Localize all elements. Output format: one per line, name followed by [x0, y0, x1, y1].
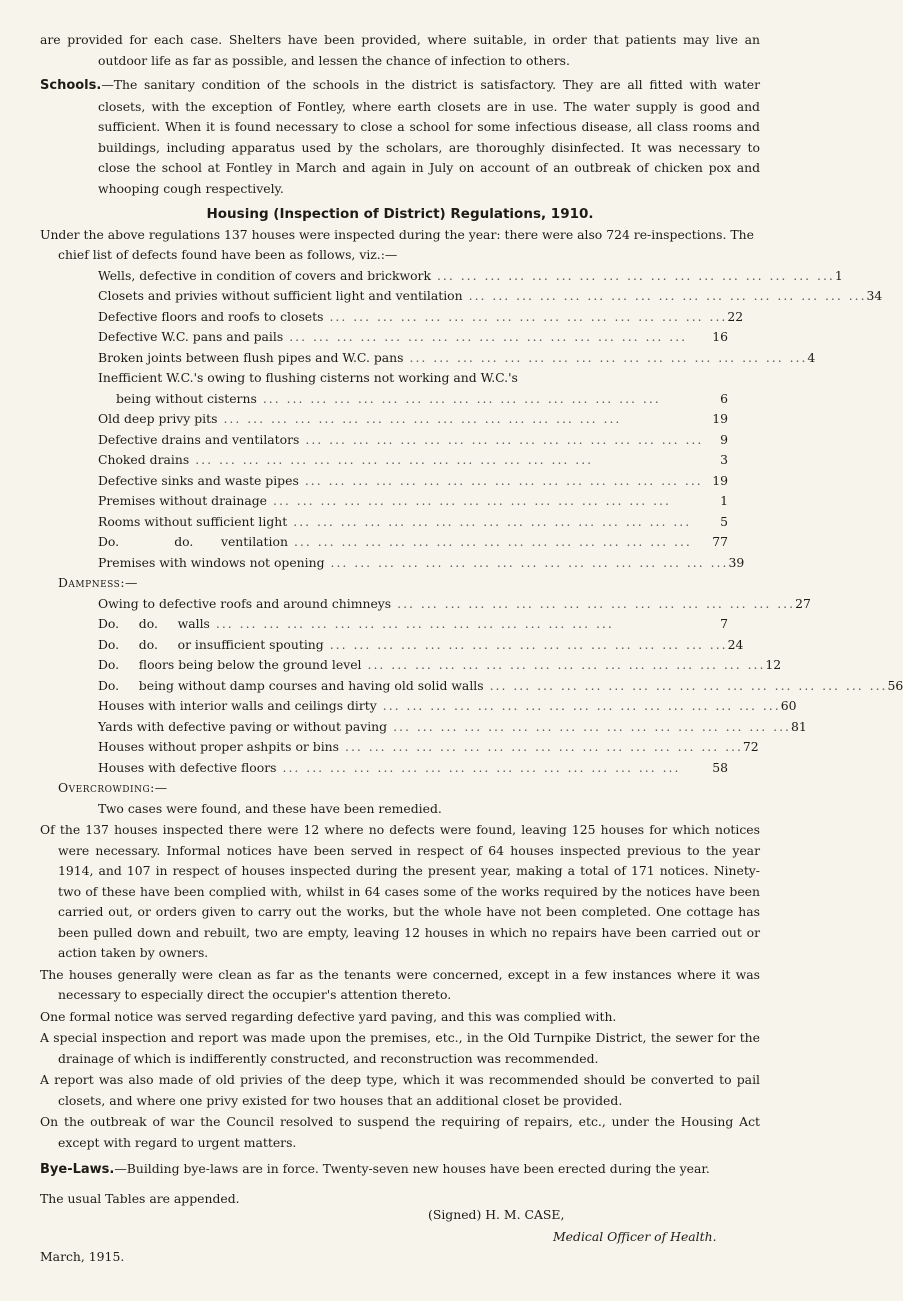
defect-label: Do. do. walls	[98, 616, 210, 631]
defect-label: Old deep privy pits	[98, 411, 218, 426]
leader-dots: ... ... ... ... ... ... ... ... ... ... ... ... ... ... ... ... ...	[367, 657, 766, 672]
defect-label: Houses with interior walls and ceilings dirty	[98, 698, 377, 713]
defect-label: Houses without proper ashpits or bins	[98, 739, 340, 754]
defect-label: Owing to defective roofs and around chimneys	[98, 595, 392, 611]
defect-count: 77	[712, 534, 728, 549]
defect-count: 7	[720, 616, 728, 631]
leader-dots: ... ... ... ... ... ... ... ... ... ... ... ... ... ... ... ... ...	[345, 739, 743, 754]
defects-list	[98, 266, 883, 574]
leader-dots: ... ... ... ... ... ... ... ... ... ... ... ... ... ... ... ... ...	[293, 513, 692, 529]
defect-count: 39	[728, 554, 745, 570]
overcrowding-text: Two cases were found, and these have been remedied.	[98, 800, 442, 816]
tables-note: The usual Tables are appended.	[40, 1190, 240, 1206]
leader-dots: ... ... ... ... ... ... ... ... ... ... ... ... ... ... ... ... ...	[195, 452, 594, 467]
defect-row	[98, 594, 811, 615]
defect-row	[98, 532, 728, 553]
leader-dots: ... ... ... ... ... ... ... ... ... ... ... ... ... ... ... ... ...	[330, 554, 729, 570]
defect-count: 27	[795, 595, 811, 611]
defect-label: Broken joints between flush pipes and W.C. pans	[98, 349, 404, 365]
leader-dots: ... ... ... ... ... ... ... ... ... ... ... ... ... ... ... ... ...	[436, 267, 835, 283]
schools-text: —The sanitary condition of the schools in the district is satisfactory. They are all fitted with water closets, with the exception of Fontley, where earth closets are in use. The water supply is good and sufficient. When it is found necessary to close a school for some infectious disease, all class rooms and buildings, including apparatus used by the scholars, are thoroughly disinfected. It was necessary to close the school at Fontley in March and again in July on account of an outbreak of chicken pox and whooping cough respectively.	[98, 77, 760, 196]
leader-dots: ... ... ... ... ... ... ... ... ... ... ... ... ... ... ... ... ...	[282, 759, 681, 775]
leader-dots: ... ... ... ... ... ... ... ... ... ... ... ... ... ... ... ... ...	[329, 636, 728, 652]
report-paragraphs	[40, 820, 760, 1153]
report-paragraph: Of the 137 houses inspected there were 12 where no defects were found, leaving 125 houses for which notices were necessary. Informal notices have been served in respect of 64 houses inspected previous to the year 1914, and 107 in respect of houses inspected during the present year, making a total of 171 notices. Ninety-two of these have been complied with, whilst in 64 cases some of the works required by the notices have been carried out, or orders given to carry out the works, but the whole have not been completed. One cottage has been pulled down and rebuilt, two are empty, leaving 12 houses in which no repairs have been carried out or action taken by owners.	[40, 822, 760, 960]
leader-dots: ... ... ... ... ... ... ... ... ... ... ... ... ... ... ... ... ...	[289, 329, 688, 344]
defect-row	[98, 717, 807, 738]
defect-count: 9	[720, 431, 728, 447]
dampness-list	[98, 594, 903, 779]
defect-row	[98, 409, 728, 430]
defect-count: 5	[720, 513, 728, 529]
defect-row	[98, 450, 728, 471]
leader-dots: ... ... ... ... ... ... ... ... ... ... ... ... ... ... ... ... ...	[293, 534, 692, 549]
defect-row	[98, 286, 883, 307]
defect-row	[98, 327, 728, 348]
defect-row	[98, 737, 759, 758]
defect-row	[98, 368, 728, 389]
defect-count: 19	[712, 411, 728, 426]
signature-block	[40, 1189, 760, 1279]
defect-label: Defective sinks and waste pipes	[98, 472, 299, 488]
defect-row	[98, 307, 744, 328]
defect-label: Do. do. or insufficient spouting	[98, 636, 324, 652]
report-paragraph: On the outbreak of war the Council resolved to suspend the requiring of repairs, etc., under the Housing Act except with regard to urgent matters.	[40, 1114, 760, 1150]
defect-label: Rooms without sufficient light	[98, 513, 288, 529]
defect-count: 56	[887, 677, 903, 693]
leader-dots: ... ... ... ... ... ... ... ... ... ... ... ... ... ... ... ... ...	[304, 472, 703, 488]
defect-label: Premises with windows not opening	[98, 554, 325, 570]
report-date: March, 1915.	[40, 1248, 125, 1264]
defect-row	[98, 635, 744, 656]
intro-continuation: are provided for each case. Shelters have been provided, where suitable, in order that patients may live an outdoor life as far as possible, and lessen the chance of infection to others.	[40, 32, 760, 68]
defect-count: 60	[780, 698, 797, 713]
leader-dots: ... ... ... ... ... ... ... ... ... ... ... ... ... ... ... ... ...	[305, 431, 704, 447]
defect-row	[98, 389, 728, 410]
defect-count: 58	[712, 759, 728, 775]
defect-row	[98, 676, 903, 697]
leader-dots: ... ... ... ... ... ... ... ... ... ... ... ... ... ... ... ... ...	[273, 493, 671, 508]
leader-dots: ... ... ... ... ... ... ... ... ... ... ... ... ... ... ... ... ...	[397, 595, 796, 611]
report-paragraph: A special inspection and report was made upon the premises, etc., in the Old Turnpike District, the sewer for the drainage of which is indifferently constructed, and reconstruction was recommended.	[40, 1030, 760, 1066]
leader-dots: ... ... ... ... ... ... ... ... ... ... ... ... ... ... ... ... ...	[262, 390, 661, 406]
housing-intro: Under the above regulations 137 houses were inspected during the year: there were also 724 re-inspections. The chief list of defects found have been as follows, viz.:—	[40, 226, 754, 262]
signed-line: (Signed) H. M. CASE,	[428, 1206, 565, 1222]
defect-count: 22	[727, 308, 744, 324]
defect-count: 34	[866, 288, 883, 303]
defect-count: 6	[720, 390, 728, 406]
schools-paragraph	[40, 75, 760, 199]
report-paragraph: The houses generally were clean as far as the tenants were concerned, except in a few instances where it was necessary to especially direct the occupier's attention thereto.	[40, 966, 760, 1002]
defect-row	[98, 758, 728, 779]
leader-dots: ... ... ... ... ... ... ... ... ... ... ... ... ... ... ... ... ...	[393, 718, 791, 734]
defect-label: being without cisterns	[116, 390, 257, 406]
defect-count: 19	[712, 472, 728, 488]
housing-heading: Housing (Inspection of District) Regulations, 1910.	[206, 206, 594, 222]
defect-label: Houses with defective floors	[98, 759, 277, 775]
defect-label: Wells, defective in condition of covers and brickwork	[98, 267, 431, 283]
schools-label: Schools.	[40, 78, 102, 93]
defect-row	[98, 266, 843, 287]
defect-row	[98, 655, 782, 676]
defect-count: 16	[712, 329, 728, 344]
report-paragraph: A report was also made of old privies of the deep type, which it was recommended should be converted to pail closets, and where one privy existed for two houses that an additional closet be provided.	[40, 1072, 760, 1108]
dampness-title: Dampness:—	[58, 575, 138, 590]
defect-label: Defective drains and ventilators	[98, 431, 300, 447]
byelaws-label: Bye-Laws.	[40, 1162, 115, 1177]
defect-row	[98, 614, 728, 635]
defect-label: Inefficient W.C.'s owing to flushing cisterns not working and W.C.'s	[98, 370, 518, 385]
defect-row	[98, 553, 745, 574]
defect-row	[98, 471, 728, 492]
leader-dots: ... ... ... ... ... ... ... ... ... ... ... ... ... ... ... ... ...	[468, 288, 867, 303]
defect-count: 1	[834, 267, 843, 283]
overcrowding-title: Overcrowding:—	[58, 780, 168, 795]
defect-label: Defective W.C. pans and pails	[98, 329, 284, 344]
defect-label: Do. floors being below the ground level	[98, 657, 362, 672]
defect-count: 12	[765, 657, 782, 672]
leader-dots: ... ... ... ... ... ... ... ... ... ... ... ... ... ... ... ... ...	[215, 616, 614, 631]
defect-label: Defective floors and roofs to closets	[98, 308, 324, 324]
leader-dots: ... ... ... ... ... ... ... ... ... ... ... ... ... ... ... ... ...	[382, 698, 781, 713]
defect-label: Choked drains	[98, 452, 190, 467]
defect-label: Do. do. ventilation	[98, 534, 288, 549]
officer-title: Medical Officer of Health.	[553, 1228, 717, 1244]
defect-count: 4	[807, 349, 816, 365]
defect-label: Do. being without damp courses and having old solid walls	[98, 677, 484, 693]
defect-count: 1	[720, 493, 728, 508]
leader-dots: ... ... ... ... ... ... ... ... ... ... ... ... ... ... ... ... ...	[409, 349, 808, 365]
defect-count: 24	[727, 636, 744, 652]
defect-row	[98, 348, 816, 369]
defect-count: 3	[720, 452, 728, 467]
defect-row	[98, 512, 728, 533]
defect-label: Closets and privies without sufficient light and ventilation	[98, 288, 463, 303]
leader-dots: ... ... ... ... ... ... ... ... ... ... ... ... ... ... ... ... ...	[489, 677, 888, 693]
report-paragraph: One formal notice was served regarding defective yard paving, and this was complied with.	[40, 1008, 617, 1024]
defect-row	[98, 430, 728, 451]
byelaws-paragraph	[40, 1159, 760, 1181]
byelaws-text: —Building bye-laws are in force. Twenty-seven new houses have been erected during the year.	[114, 1161, 710, 1176]
defect-count: 72	[742, 739, 759, 754]
leader-dots: ... ... ... ... ... ... ... ... ... ... ... ... ... ... ... ... ...	[329, 308, 728, 324]
leader-dots: ... ... ... ... ... ... ... ... ... ... ... ... ... ... ... ... ...	[223, 411, 622, 426]
defect-row	[98, 696, 797, 717]
defect-row	[98, 491, 728, 512]
defect-label: Premises without drainage	[98, 493, 268, 508]
defect-count: 81	[790, 718, 807, 734]
defect-label: Yards with defective paving or without paving	[98, 718, 388, 734]
